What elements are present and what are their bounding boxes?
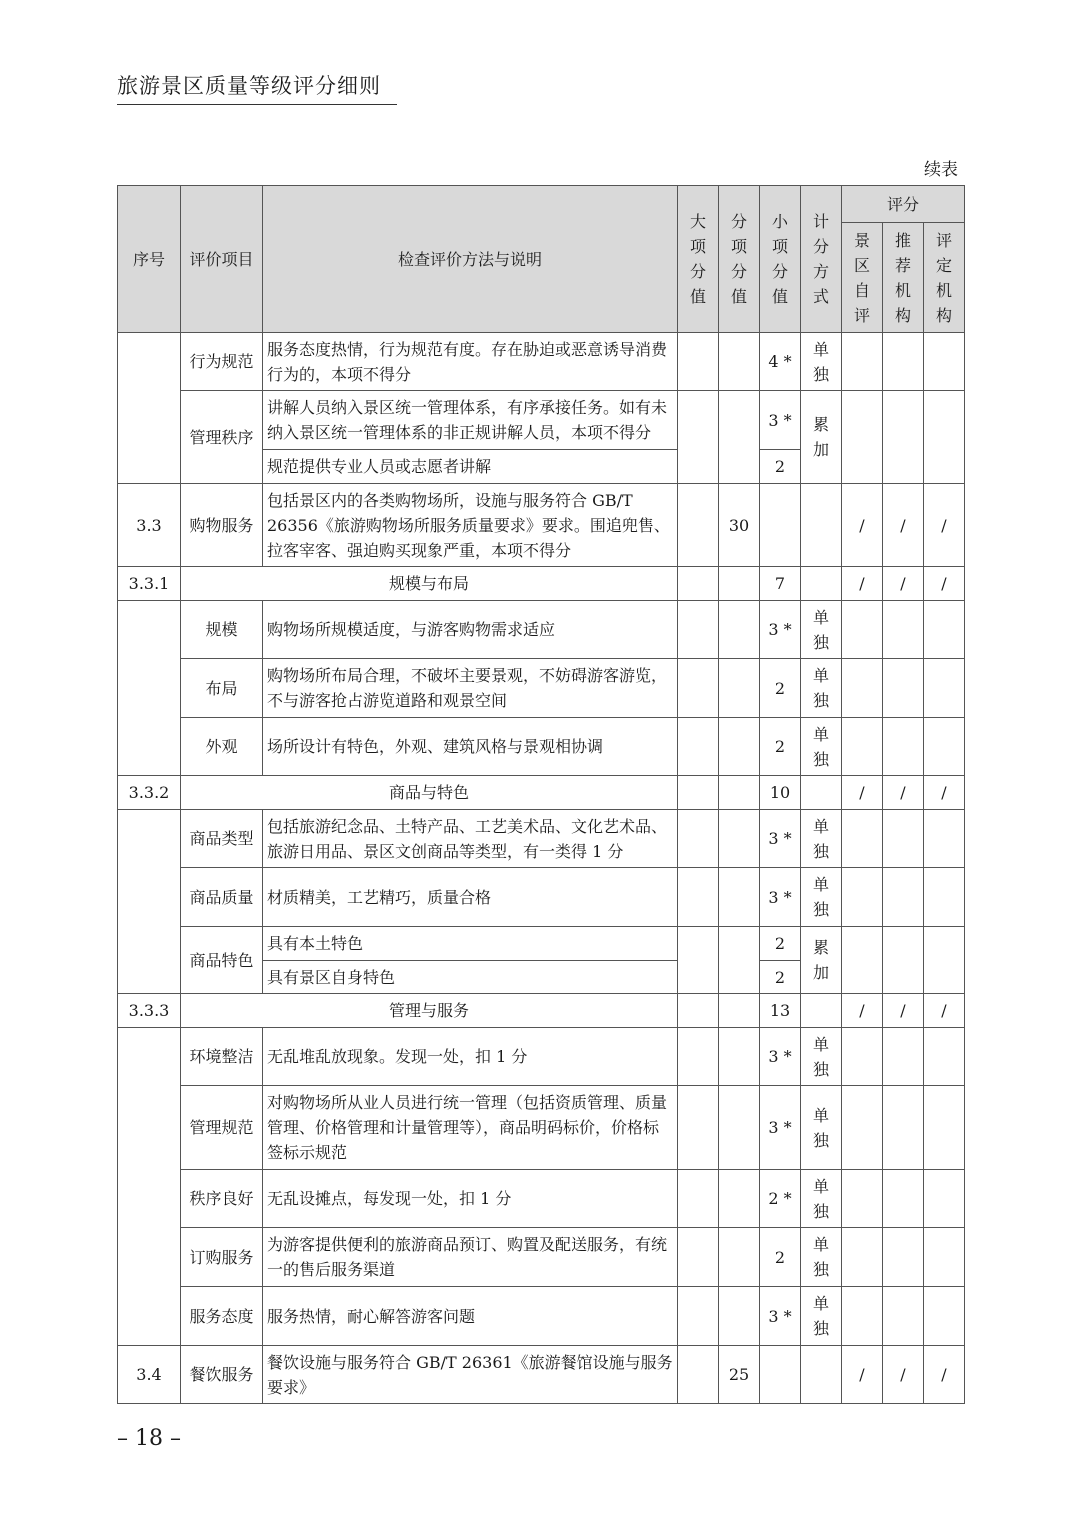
seq-cell-empty <box>118 810 181 994</box>
assess-cell <box>924 1287 965 1346</box>
major-cell <box>678 391 719 484</box>
minor-cell: 3 * <box>760 601 801 659</box>
desc-cell: 包括旅游纪念品、土特产品、工艺美术品、文化艺术品、旅游日用品、景区文创商品等类型，有一类得 1 分 <box>263 810 678 868</box>
mode-cell <box>801 776 842 810</box>
desc-cell: 包括景区内的各类购物场所，设施与服务符合 GB/T 26356《旅游购物场所服务质量要求》要求。围追兜售、拉客宰客、强迫购买现象严重，本项不得分 <box>263 484 678 567</box>
minor-cell <box>760 484 801 567</box>
header-recommend <box>883 223 924 333</box>
seq-cell: 3.3.1 <box>118 567 181 601</box>
assess-cell <box>924 601 965 659</box>
item-cell: 管理秩序 <box>181 391 263 484</box>
major-cell <box>678 1228 719 1287</box>
assess-cell <box>924 1228 965 1287</box>
mode-cell <box>801 1228 842 1287</box>
assess-cell <box>924 659 965 718</box>
header-seq: 序号 <box>118 186 181 333</box>
self-cell <box>842 601 883 659</box>
minor-cell: 2 <box>760 450 801 484</box>
minor-cell: 2 <box>760 961 801 994</box>
header-self <box>842 223 883 333</box>
mode-text: 单独 <box>812 666 829 710</box>
minor-cell <box>760 1346 801 1404</box>
item-cell: 商品质量 <box>181 868 263 927</box>
item-cell: 商品特色 <box>181 927 263 994</box>
recommend-cell: / <box>883 776 924 810</box>
minor-cell: 2 * <box>760 1170 801 1228</box>
sub-cell <box>719 776 760 810</box>
item-cell: 订购服务 <box>181 1228 263 1287</box>
mode-cell <box>801 994 842 1028</box>
mode-text: 单独 <box>812 1235 829 1279</box>
recommend-cell <box>883 659 924 718</box>
sub-cell <box>719 927 760 994</box>
minor-cell: 7 <box>760 567 801 601</box>
header-sub-text: 分项分值 <box>730 212 747 306</box>
sub-cell <box>719 1170 760 1228</box>
sub-cell <box>719 1028 760 1086</box>
desc-cell: 购物场所布局合理，不破坏主要景观，不妨碍游客游览，不与游客抢占游览道路和观景空间 <box>263 659 678 718</box>
assess-cell <box>924 927 965 994</box>
item-cell: 服务态度 <box>181 1287 263 1346</box>
minor-cell: 2 <box>760 927 801 961</box>
header-recommend-text: 推荐机构 <box>894 230 911 325</box>
mode-text: 单独 <box>812 1105 829 1150</box>
item-cell: 规模 <box>181 601 263 659</box>
item-cell: 管理与服务 <box>181 994 678 1028</box>
desc-cell: 材质精美，工艺精巧，质量合格 <box>263 868 678 927</box>
item-cell: 管理规范 <box>181 1086 263 1170</box>
recommend-cell <box>883 601 924 659</box>
minor-cell: 3 * <box>760 810 801 868</box>
mode-text: 单独 <box>812 724 829 769</box>
mode-cell <box>801 1346 842 1404</box>
assess-cell <box>924 1170 965 1228</box>
major-cell <box>678 1170 719 1228</box>
self-cell <box>842 1287 883 1346</box>
assess-cell: / <box>924 484 965 567</box>
minor-cell: 3 * <box>760 1028 801 1086</box>
minor-cell: 3 * <box>760 868 801 927</box>
self-cell <box>842 718 883 776</box>
assess-cell <box>924 1028 965 1086</box>
self-cell <box>842 1028 883 1086</box>
minor-cell: 4 * <box>760 333 801 391</box>
page-number: – 18 – <box>117 1426 181 1451</box>
mode-cell <box>801 1028 842 1086</box>
mode-text: 单独 <box>812 1176 829 1221</box>
mode-cell <box>801 927 842 994</box>
sub-cell <box>719 1287 760 1346</box>
recommend-cell <box>883 1287 924 1346</box>
item-cell: 秩序良好 <box>181 1170 263 1228</box>
self-cell <box>842 391 883 484</box>
self-cell: / <box>842 484 883 567</box>
minor-cell: 3 * <box>760 1287 801 1346</box>
minor-cell: 10 <box>760 776 801 810</box>
self-cell <box>842 659 883 718</box>
header-score: 评分 <box>842 186 965 223</box>
desc-cell: 餐饮设施与服务符合 GB/T 26361《旅游餐馆设施与服务要求》 <box>263 1346 678 1404</box>
header-major-text: 大项分值 <box>689 212 706 306</box>
header-minor-text: 小项分值 <box>771 212 788 306</box>
sub-cell <box>719 659 760 718</box>
self-cell <box>842 927 883 994</box>
seq-cell-empty <box>118 333 181 484</box>
assess-cell <box>924 391 965 484</box>
self-cell: / <box>842 776 883 810</box>
desc-cell: 为游客提供便利的旅游商品预订、购置及配送服务，有统一的售后服务渠道 <box>263 1228 678 1287</box>
sub-cell <box>719 868 760 927</box>
mode-cell <box>801 391 842 484</box>
mode-cell <box>801 484 842 567</box>
desc-cell: 场所设计有特色，外观、建筑风格与景观相协调 <box>263 718 678 776</box>
self-cell <box>842 1170 883 1228</box>
desc-cell: 无乱设摊点，每发现一处，扣 1 分 <box>263 1170 678 1228</box>
desc-cell: 具有景区自身特色 <box>263 961 678 994</box>
assess-cell <box>924 1086 965 1170</box>
recommend-cell <box>883 1228 924 1287</box>
major-cell <box>678 484 719 567</box>
assess-cell: / <box>924 776 965 810</box>
desc-cell: 规范提供专业人员或志愿者讲解 <box>263 450 678 484</box>
desc-cell: 具有本土特色 <box>263 927 678 961</box>
mode-cell <box>801 333 842 391</box>
desc-cell: 购物场所规模适度，与游客购物需求适应 <box>263 601 678 659</box>
desc-cell: 服务态度热情，行为规范有度。存在胁迫或恶意诱导消费行为的，本项不得分 <box>263 333 678 391</box>
header-sub <box>719 186 760 333</box>
item-cell: 规模与布局 <box>181 567 678 601</box>
item-cell: 商品与特色 <box>181 776 678 810</box>
minor-cell: 2 <box>760 1228 801 1287</box>
desc-cell: 讲解人员纳入景区统一管理体系，有序承接任务。如有未纳入景区统一管理体系的非正规讲解人员，本项不得分 <box>263 391 678 450</box>
recommend-cell <box>883 927 924 994</box>
recommend-cell <box>883 391 924 484</box>
header-mode-text: 计分方式 <box>812 212 829 306</box>
item-cell: 餐饮服务 <box>181 1346 263 1404</box>
minor-cell: 3 * <box>760 1086 801 1170</box>
assess-cell <box>924 868 965 927</box>
sub-cell <box>719 1086 760 1170</box>
desc-cell: 无乱堆乱放现象。发现一处，扣 1 分 <box>263 1028 678 1086</box>
scoring-table <box>117 185 965 1404</box>
mode-cell <box>801 810 842 868</box>
major-cell <box>678 994 719 1028</box>
mode-text: 累加 <box>812 415 829 459</box>
assess-cell <box>924 718 965 776</box>
recommend-cell <box>883 1170 924 1228</box>
assess-cell <box>924 810 965 868</box>
self-cell <box>842 1228 883 1287</box>
mode-text: 单独 <box>812 875 829 919</box>
seq-cell-empty <box>118 601 181 776</box>
mode-text: 单独 <box>812 1034 829 1079</box>
sub-cell: 25 <box>719 1346 760 1404</box>
document-title: 旅游景区质量等级评分细则 <box>117 70 397 105</box>
sub-cell <box>719 567 760 601</box>
mode-cell <box>801 718 842 776</box>
self-cell <box>842 333 883 391</box>
header-method: 检查评价方法与说明 <box>263 186 678 333</box>
major-cell <box>678 659 719 718</box>
assess-cell: / <box>924 567 965 601</box>
mode-text: 单独 <box>812 607 829 652</box>
recommend-cell: / <box>883 1346 924 1404</box>
sub-cell <box>719 391 760 484</box>
desc-cell: 服务热情，耐心解答游客问题 <box>263 1287 678 1346</box>
sub-cell <box>719 333 760 391</box>
recommend-cell <box>883 1028 924 1086</box>
assess-cell: / <box>924 994 965 1028</box>
seq-cell: 3.3.2 <box>118 776 181 810</box>
mode-text: 单独 <box>812 339 829 384</box>
header-mode <box>801 186 842 333</box>
recommend-cell <box>883 1086 924 1170</box>
recommend-cell <box>883 718 924 776</box>
mode-cell <box>801 567 842 601</box>
minor-cell: 13 <box>760 994 801 1028</box>
item-cell: 布局 <box>181 659 263 718</box>
minor-cell: 2 <box>760 718 801 776</box>
recommend-cell: / <box>883 994 924 1028</box>
sub-cell <box>719 1228 760 1287</box>
sub-cell <box>719 601 760 659</box>
continued-label: 续表 <box>924 160 958 180</box>
mode-text: 单独 <box>812 816 829 861</box>
item-cell: 行为规范 <box>181 333 263 391</box>
sub-cell <box>719 718 760 776</box>
assess-cell <box>924 333 965 391</box>
recommend-cell <box>883 868 924 927</box>
mode-text: 累加 <box>812 938 829 982</box>
sub-cell <box>719 810 760 868</box>
header-assess-text: 评定机构 <box>935 230 952 325</box>
recommend-cell: / <box>883 484 924 567</box>
seq-cell: 3.3.3 <box>118 994 181 1028</box>
item-cell: 购物服务 <box>181 484 263 567</box>
major-cell <box>678 333 719 391</box>
minor-cell: 2 <box>760 659 801 718</box>
mode-cell <box>801 601 842 659</box>
major-cell <box>678 718 719 776</box>
seq-cell-empty <box>118 1028 181 1346</box>
header-minor <box>760 186 801 333</box>
header-self-text: 景区自评 <box>853 230 870 325</box>
self-cell: / <box>842 567 883 601</box>
self-cell <box>842 810 883 868</box>
major-cell <box>678 868 719 927</box>
mode-cell <box>801 868 842 927</box>
major-cell <box>678 1028 719 1086</box>
self-cell: / <box>842 1346 883 1404</box>
seq-cell: 3.4 <box>118 1346 181 1404</box>
major-cell <box>678 1346 719 1404</box>
self-cell <box>842 868 883 927</box>
header-major <box>678 186 719 333</box>
major-cell <box>678 567 719 601</box>
item-cell: 商品类型 <box>181 810 263 868</box>
mode-cell <box>801 1086 842 1170</box>
header-assess <box>924 223 965 333</box>
sub-cell <box>719 994 760 1028</box>
item-cell: 环境整洁 <box>181 1028 263 1086</box>
mode-cell <box>801 659 842 718</box>
sub-cell: 30 <box>719 484 760 567</box>
self-cell <box>842 1086 883 1170</box>
mode-text: 单独 <box>812 1294 829 1338</box>
major-cell <box>678 1086 719 1170</box>
desc-cell: 对购物场所从业人员进行统一管理（包括资质管理、质量管理、价格管理和计量管理等），商品明码标价，价格标签标示规范 <box>263 1086 678 1170</box>
recommend-cell: / <box>883 567 924 601</box>
item-cell: 外观 <box>181 718 263 776</box>
major-cell <box>678 810 719 868</box>
recommend-cell <box>883 333 924 391</box>
seq-cell: 3.3 <box>118 484 181 567</box>
assess-cell: / <box>924 1346 965 1404</box>
mode-cell <box>801 1170 842 1228</box>
minor-cell: 3 * <box>760 391 801 450</box>
self-cell: / <box>842 994 883 1028</box>
major-cell <box>678 1287 719 1346</box>
major-cell <box>678 927 719 994</box>
major-cell <box>678 601 719 659</box>
recommend-cell <box>883 810 924 868</box>
mode-cell <box>801 1287 842 1346</box>
major-cell <box>678 776 719 810</box>
header-item: 评价项目 <box>181 186 263 333</box>
